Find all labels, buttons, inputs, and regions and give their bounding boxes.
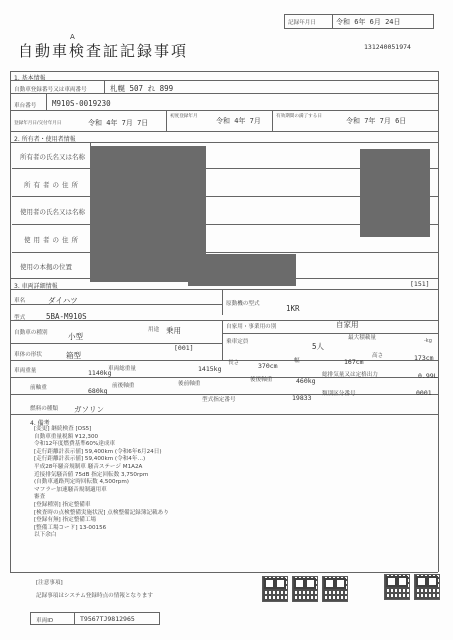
- capacity-label: 乗車定員: [226, 339, 249, 345]
- section-owner-info: 2. 所有者・使用者情報: [14, 136, 76, 143]
- remarks-notes: [変更] 継続検査 [OS5] 自動車重量税額 ¥12,300 令和12年度燃費基準60%達成車 [走行距離計表示値] 59,400km (令和6年6月24日) [走行距離計表示値] 59,400km (令和4年…) 平成28年騒音規制車 騒音ステージ M1A2A 近接排気騒音値 75dB 指定回転数 3,750rpm (自動車通路判定時回転数 4,500rpm) マフラー加速騒音規制適用車 審査 [登録種別] 指定整備車 [検査時の点検整備実施状況] 点検整備記録簿記載あり [登録有無] 指定整備工場 [整備工場コード] 13-00156 以下余白: [34, 426, 169, 539]
- total-displacement-label: 総排気量又は定格出力: [322, 372, 378, 378]
- document-number: 131240051974: [364, 43, 411, 51]
- qr-code: [322, 576, 348, 602]
- first-registration-value: 令和 4年 7月 7日: [88, 119, 149, 127]
- make-label: 車名: [14, 298, 26, 304]
- section-vehicle-details: 3. 車両詳細情報: [14, 283, 58, 290]
- record-date-label: 記録年月日: [288, 20, 316, 26]
- width-value: 167cm: [344, 358, 364, 366]
- qr-code: [414, 574, 440, 600]
- engine-model-label: 原動機の型式: [226, 301, 260, 307]
- expiry-date-value: 令和 7年 7月 6日: [346, 117, 407, 125]
- qr-code: [384, 574, 410, 600]
- base-location-label: 使用の本拠の位置: [20, 263, 72, 271]
- fuel-type-value: ガソリン: [74, 405, 104, 414]
- fuel-type-label: 燃料の種類: [30, 406, 58, 412]
- front-rear-axle-label: 前後軸重: [112, 383, 135, 389]
- redaction-block: [360, 149, 430, 237]
- issue-date-value: 令和 4年 7月: [216, 117, 261, 125]
- registration-number-label: 自動車登録番号又は車両番号: [14, 87, 87, 93]
- length-value: 370cm: [258, 362, 278, 370]
- front-axle-label: 前軸重: [30, 385, 47, 391]
- rear-axle-label: 後後軸重: [250, 377, 273, 383]
- record-date-value: 令和 6年 6月 24日: [336, 18, 401, 26]
- issue-date-label: 初度登録年月: [170, 114, 198, 119]
- expiry-date-label: 有効期間の満了する日: [276, 114, 322, 119]
- model-label: 型式: [14, 315, 26, 321]
- make-value: ダイハツ: [48, 296, 78, 305]
- qr-code: [262, 576, 288, 602]
- use-value: 乗用: [166, 326, 181, 335]
- use-label: 用途: [148, 327, 160, 333]
- gross-weight-value: 1415kg: [198, 365, 222, 373]
- designation-number-value: 19833: [292, 394, 312, 402]
- redaction-block: [188, 254, 296, 286]
- vehicle-weight-label: 車両重量: [14, 368, 37, 374]
- page-title: 自動車検査証記録事項: [18, 42, 189, 60]
- height-value: 173cm: [414, 354, 434, 362]
- section-basic-info: 1. 基本情報: [14, 75, 46, 82]
- front-axle-value: 680kg: [88, 387, 108, 395]
- rear-front-axle-label: 後前軸重: [178, 381, 201, 387]
- width-label: 幅: [294, 358, 300, 364]
- max-payload-label: 最大積載量: [348, 335, 376, 341]
- owner-address-label: 所有者の住所: [24, 181, 81, 189]
- chassis-number-label: 車台番号: [14, 103, 37, 109]
- vehicle-type-label: 自動車の種別: [14, 330, 48, 336]
- form-mark: A: [70, 33, 75, 41]
- qr-code: [292, 576, 318, 602]
- user-name-label: 使用者の氏名又は名称: [20, 208, 85, 216]
- engine-model-value: 1KR: [286, 304, 300, 313]
- vehicle-weight-value: 1140kg: [88, 369, 112, 377]
- body-code-value: [001]: [174, 344, 194, 352]
- first-registration-label: 登録年月日/交付年月日: [14, 121, 62, 126]
- vehicle-id-label: 車両ID: [36, 618, 54, 624]
- private-business-label: 自家用・事業用の別: [226, 324, 277, 330]
- chassis-number-value: M910S-0019230: [52, 99, 111, 108]
- vehicle-type-value: 小型: [68, 332, 83, 341]
- code-151: [151]: [410, 280, 430, 288]
- classification-number-value: 0001: [416, 389, 432, 397]
- model-value: 5BA-M910S: [46, 312, 87, 321]
- total-displacement-value: 0.99L: [418, 372, 438, 380]
- registration-number-value: 札幌 507 れ 899: [110, 84, 174, 93]
- body-shape-value: 箱型: [66, 351, 81, 360]
- vehicle-id-value: T9567TJ9812965: [80, 615, 135, 623]
- designation-number-label: 型式指定番号: [202, 397, 236, 403]
- max-payload-value: -kg: [424, 338, 432, 344]
- gross-weight-label: 車両総重量: [108, 366, 136, 372]
- capacity-value: 5人: [312, 342, 325, 351]
- caution-heading: [注意事項]: [36, 580, 63, 586]
- rear-axle-value: 460kg: [296, 377, 316, 385]
- private-business-value: 自家用: [336, 320, 359, 329]
- classification-number-label: 類別区分番号: [322, 391, 356, 397]
- caution-text: 記録事項はシステム登録時点の情報となります: [36, 593, 153, 599]
- user-address-label: 使用者の住所: [24, 236, 81, 244]
- section-remarks: 4. 備考: [30, 420, 50, 427]
- height-label: 高さ: [372, 353, 384, 359]
- length-label: 長さ: [228, 360, 240, 366]
- body-shape-label: 車体の形状: [14, 352, 42, 358]
- owner-name-label: 所有者の氏名又は名称: [20, 153, 85, 161]
